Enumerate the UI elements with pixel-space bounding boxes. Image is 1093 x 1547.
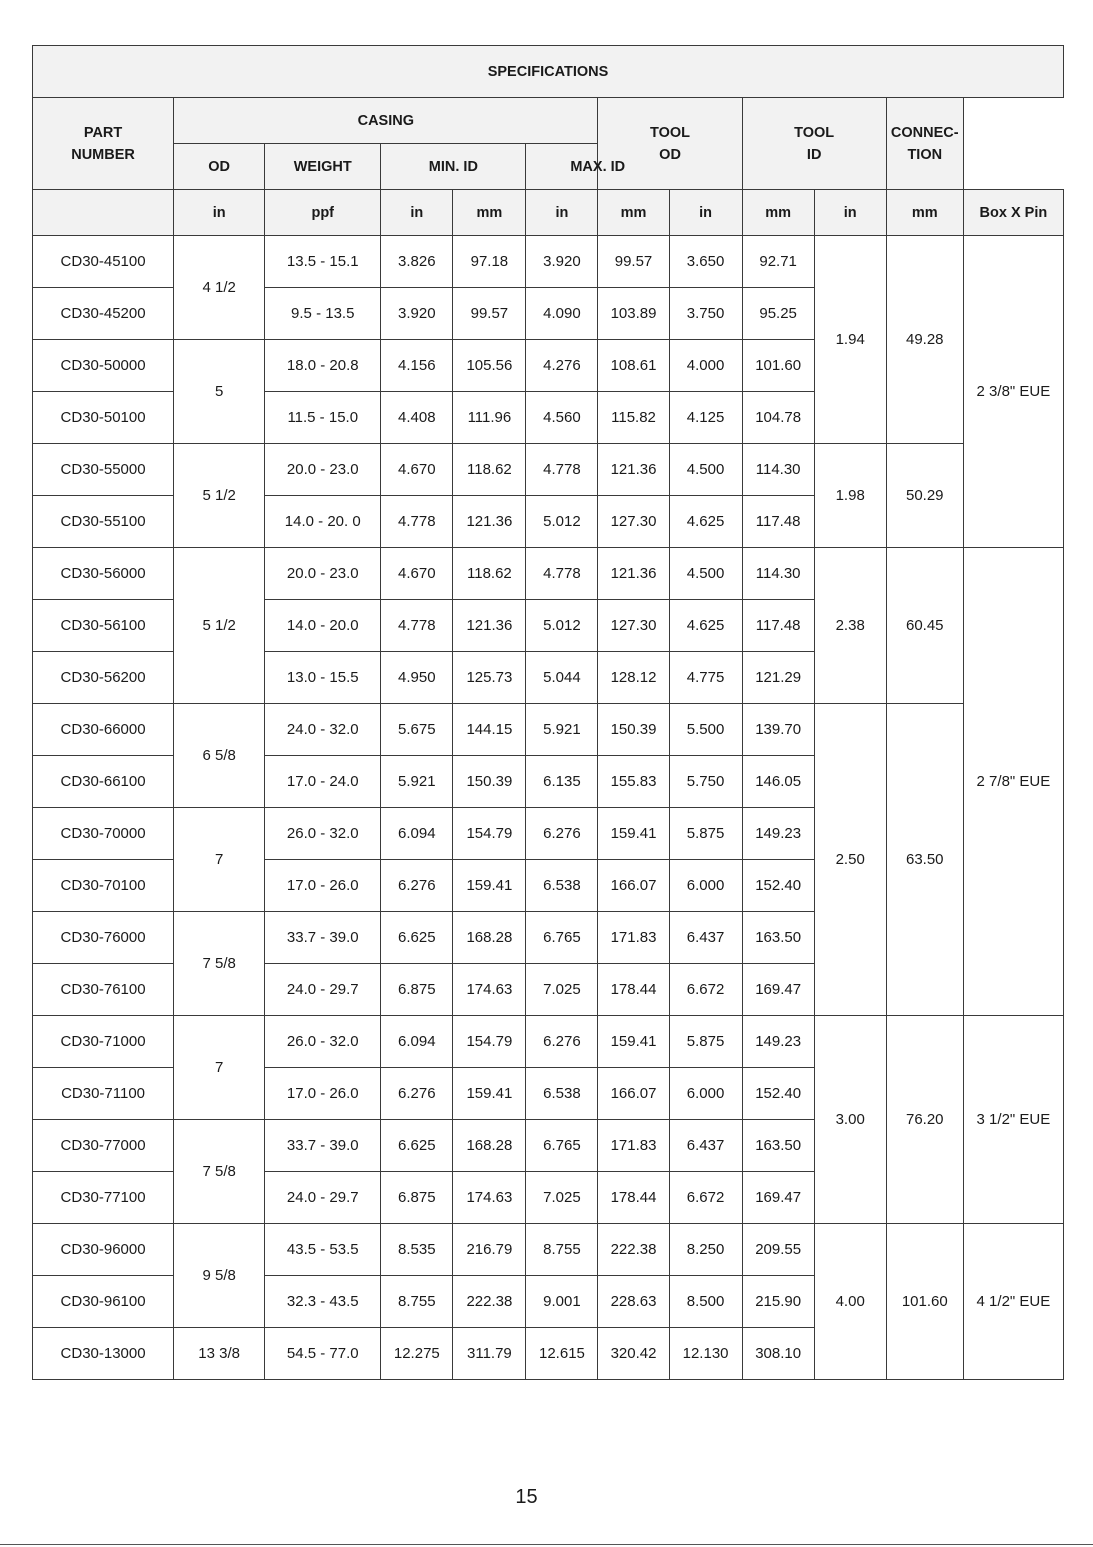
- min-in-cell: 4.778: [381, 600, 453, 652]
- table-row: [33, 1224, 1064, 1276]
- min-in-cell: 12.275: [381, 1328, 453, 1380]
- tod-mm-cell: 114.30: [742, 548, 814, 600]
- casing-od-cell: 9 5/8: [174, 1224, 265, 1328]
- max-mm-cell: 121.36: [598, 548, 669, 600]
- casing-od-cell: 7: [174, 808, 265, 912]
- tod-mm-cell: 92.71: [742, 236, 814, 288]
- max-mm-cell: 127.30: [598, 600, 669, 652]
- max-in-cell: 6.765: [526, 1120, 598, 1172]
- tod-in-cell: 6.437: [669, 1120, 742, 1172]
- footer-divider: [0, 1544, 1093, 1545]
- max-mm-cell: 178.44: [598, 1172, 669, 1224]
- part-number-cell: CD30-45100: [33, 236, 174, 288]
- weight-cell: 43.5 - 53.5: [265, 1224, 381, 1276]
- max-in-cell: 6.276: [526, 1016, 598, 1068]
- table-row: [33, 548, 1064, 600]
- tod-mm-cell: 104.78: [742, 392, 814, 444]
- min-in-cell: 3.920: [381, 288, 453, 340]
- max-mm-cell: 228.63: [598, 1276, 669, 1328]
- max-in-cell: 7.025: [526, 964, 598, 1016]
- min-mm-cell: 168.28: [453, 1120, 526, 1172]
- weight-cell: 17.0 - 26.0: [265, 860, 381, 912]
- min-in-cell: 4.408: [381, 392, 453, 444]
- table-title: SPECIFICATIONS: [33, 46, 1064, 98]
- min-in-cell: 4.950: [381, 652, 453, 704]
- max-in-cell: 4.560: [526, 392, 598, 444]
- unit-header: in: [814, 190, 886, 236]
- min-mm-cell: 154.79: [453, 808, 526, 860]
- tool-id-in-cell: 2.50: [814, 704, 886, 1016]
- weight-cell: 32.3 - 43.5: [265, 1276, 381, 1328]
- header-connection: CONNEC- TION: [886, 98, 963, 190]
- tod-in-cell: 6.437: [669, 912, 742, 964]
- min-mm-cell: 99.57: [453, 288, 526, 340]
- table-row: [33, 704, 1064, 756]
- weight-cell: 20.0 - 23.0: [265, 444, 381, 496]
- max-mm-cell: 150.39: [598, 704, 669, 756]
- max-mm-cell: 171.83: [598, 1120, 669, 1172]
- unit-header: ppf: [265, 190, 381, 236]
- tod-mm-cell: 152.40: [742, 1068, 814, 1120]
- part-number-cell: CD30-71000: [33, 1016, 174, 1068]
- unit-header: mm: [886, 190, 963, 236]
- part-number-cell: CD30-96000: [33, 1224, 174, 1276]
- weight-cell: 17.0 - 24.0: [265, 756, 381, 808]
- part-number-cell: CD30-96100: [33, 1276, 174, 1328]
- unit-header: mm: [453, 190, 526, 236]
- tod-mm-cell: 215.90: [742, 1276, 814, 1328]
- max-in-cell: 5.044: [526, 652, 598, 704]
- min-in-cell: 5.921: [381, 756, 453, 808]
- tod-in-cell: 4.775: [669, 652, 742, 704]
- min-in-cell: 6.276: [381, 1068, 453, 1120]
- min-mm-cell: 144.15: [453, 704, 526, 756]
- part-number-cell: CD30-45200: [33, 288, 174, 340]
- part-number-cell: CD30-55000: [33, 444, 174, 496]
- tod-in-cell: 5.750: [669, 756, 742, 808]
- tod-mm-cell: 139.70: [742, 704, 814, 756]
- tool-id-mm-cell: 50.29: [886, 444, 963, 548]
- min-mm-cell: 159.41: [453, 860, 526, 912]
- tod-mm-cell: 308.10: [742, 1328, 814, 1380]
- tool-id-in-cell: 4.00: [814, 1224, 886, 1380]
- part-number-unit-blank: [33, 190, 174, 236]
- min-in-cell: 8.755: [381, 1276, 453, 1328]
- tod-in-cell: 6.000: [669, 860, 742, 912]
- part-number-cell: CD30-50000: [33, 340, 174, 392]
- casing-od-cell: 7 5/8: [174, 1120, 265, 1224]
- tod-mm-cell: 169.47: [742, 1172, 814, 1224]
- tod-in-cell: 3.650: [669, 236, 742, 288]
- weight-cell: 24.0 - 29.7: [265, 964, 381, 1016]
- max-in-cell: 5.012: [526, 600, 598, 652]
- tod-mm-cell: 169.47: [742, 964, 814, 1016]
- max-mm-cell: 166.07: [598, 860, 669, 912]
- tod-in-cell: 3.750: [669, 288, 742, 340]
- weight-cell: 26.0 - 32.0: [265, 1016, 381, 1068]
- min-in-cell: 6.625: [381, 1120, 453, 1172]
- tool-id-mm-cell: 76.20: [886, 1016, 963, 1224]
- max-in-cell: 6.538: [526, 860, 598, 912]
- max-in-cell: 4.276: [526, 340, 598, 392]
- weight-cell: 33.7 - 39.0: [265, 912, 381, 964]
- unit-header: in: [381, 190, 453, 236]
- unit-header: in: [526, 190, 598, 236]
- page-number: 15: [515, 1486, 538, 1508]
- weight-cell: 18.0 - 20.8: [265, 340, 381, 392]
- max-in-cell: 6.135: [526, 756, 598, 808]
- unit-header: mm: [598, 190, 669, 236]
- tod-mm-cell: 209.55: [742, 1224, 814, 1276]
- part-number-cell: CD30-50100: [33, 392, 174, 444]
- min-mm-cell: 216.79: [453, 1224, 526, 1276]
- min-mm-cell: 154.79: [453, 1016, 526, 1068]
- weight-cell: 14.0 - 20. 0: [265, 496, 381, 548]
- min-mm-cell: 222.38: [453, 1276, 526, 1328]
- min-in-cell: 3.826: [381, 236, 453, 288]
- tod-mm-cell: 117.48: [742, 600, 814, 652]
- max-mm-cell: 320.42: [598, 1328, 669, 1380]
- weight-cell: 17.0 - 26.0: [265, 1068, 381, 1120]
- connection-cell: 4 1/2" EUE: [963, 1224, 1063, 1380]
- max-mm-cell: 127.30: [598, 496, 669, 548]
- part-number-cell: CD30-55100: [33, 496, 174, 548]
- table-row: [33, 236, 1064, 288]
- weight-cell: 14.0 - 20.0: [265, 600, 381, 652]
- min-in-cell: 5.675: [381, 704, 453, 756]
- tod-mm-cell: 149.23: [742, 1016, 814, 1068]
- tool-id-in-cell: 3.00: [814, 1016, 886, 1224]
- max-in-cell: 6.276: [526, 808, 598, 860]
- min-in-cell: 6.094: [381, 1016, 453, 1068]
- tool-id-mm-cell: 101.60: [886, 1224, 963, 1380]
- connection-cell: 2 3/8" EUE: [963, 236, 1063, 548]
- tod-mm-cell: 117.48: [742, 496, 814, 548]
- max-in-cell: 4.778: [526, 444, 598, 496]
- part-number-cell: CD30-71100: [33, 1068, 174, 1120]
- min-mm-cell: 121.36: [453, 600, 526, 652]
- max-in-cell: 5.012: [526, 496, 598, 548]
- max-mm-cell: 99.57: [598, 236, 669, 288]
- min-mm-cell: 311.79: [453, 1328, 526, 1380]
- max-mm-cell: 178.44: [598, 964, 669, 1016]
- part-number-cell: CD30-66100: [33, 756, 174, 808]
- header-casing: CASING: [174, 98, 598, 144]
- weight-cell: 24.0 - 32.0: [265, 704, 381, 756]
- min-mm-cell: 168.28: [453, 912, 526, 964]
- tod-in-cell: 4.000: [669, 340, 742, 392]
- table-row: [33, 1016, 1064, 1068]
- min-in-cell: 8.535: [381, 1224, 453, 1276]
- casing-od-cell: 7 5/8: [174, 912, 265, 1016]
- tod-in-cell: 4.500: [669, 444, 742, 496]
- casing-od-cell: 6 5/8: [174, 704, 265, 808]
- min-in-cell: 6.875: [381, 1172, 453, 1224]
- tod-in-cell: 5.500: [669, 704, 742, 756]
- casing-od-cell: 7: [174, 1016, 265, 1120]
- casing-od-cell: 4 1/2: [174, 236, 265, 340]
- part-number-cell: CD30-56000: [33, 548, 174, 600]
- max-mm-cell: 108.61: [598, 340, 669, 392]
- weight-cell: 54.5 - 77.0: [265, 1328, 381, 1380]
- max-in-cell: 9.001: [526, 1276, 598, 1328]
- min-in-cell: 4.778: [381, 496, 453, 548]
- unit-header: in: [174, 190, 265, 236]
- casing-od-cell: 5 1/2: [174, 444, 265, 548]
- tod-mm-cell: 114.30: [742, 444, 814, 496]
- tod-mm-cell: 163.50: [742, 912, 814, 964]
- header-part-number: PART NUMBER: [33, 98, 174, 190]
- weight-cell: 11.5 - 15.0: [265, 392, 381, 444]
- connection-cell: 3 1/2" EUE: [963, 1016, 1063, 1224]
- max-mm-cell: 103.89: [598, 288, 669, 340]
- tod-mm-cell: 152.40: [742, 860, 814, 912]
- min-mm-cell: 150.39: [453, 756, 526, 808]
- min-in-cell: 6.625: [381, 912, 453, 964]
- weight-cell: 33.7 - 39.0: [265, 1120, 381, 1172]
- tod-in-cell: 4.625: [669, 600, 742, 652]
- min-mm-cell: 174.63: [453, 964, 526, 1016]
- unit-header: in: [669, 190, 742, 236]
- tod-mm-cell: 149.23: [742, 808, 814, 860]
- header-max-id: MAX. ID: [526, 144, 669, 190]
- tod-in-cell: 8.500: [669, 1276, 742, 1328]
- connection-cell: 2 7/8" EUE: [963, 548, 1063, 1016]
- min-mm-cell: 105.56: [453, 340, 526, 392]
- specifications-table: [32, 45, 1064, 1380]
- part-number-cell: CD30-66000: [33, 704, 174, 756]
- tod-mm-cell: 163.50: [742, 1120, 814, 1172]
- part-number-cell: CD30-13000: [33, 1328, 174, 1380]
- part-number-cell: CD30-76100: [33, 964, 174, 1016]
- tod-in-cell: 4.625: [669, 496, 742, 548]
- min-in-cell: 4.670: [381, 444, 453, 496]
- header-min-id: MIN. ID: [381, 144, 526, 190]
- tool-id-mm-cell: 63.50: [886, 704, 963, 1016]
- weight-cell: 9.5 - 13.5: [265, 288, 381, 340]
- max-in-cell: 7.025: [526, 1172, 598, 1224]
- casing-od-cell: 13 3/8: [174, 1328, 265, 1380]
- max-mm-cell: 121.36: [598, 444, 669, 496]
- unit-row: [33, 190, 1064, 236]
- tod-mm-cell: 101.60: [742, 340, 814, 392]
- min-mm-cell: 118.62: [453, 444, 526, 496]
- table-body: [33, 236, 1064, 1380]
- part-number-cell: CD30-77000: [33, 1120, 174, 1172]
- header-tool-od: TOOL OD: [598, 98, 742, 190]
- min-in-cell: 6.875: [381, 964, 453, 1016]
- min-mm-cell: 174.63: [453, 1172, 526, 1224]
- unit-header: Box X Pin: [963, 190, 1063, 236]
- weight-cell: 24.0 - 29.7: [265, 1172, 381, 1224]
- part-number-cell: CD30-77100: [33, 1172, 174, 1224]
- tod-in-cell: 6.672: [669, 964, 742, 1016]
- min-in-cell: 6.094: [381, 808, 453, 860]
- tod-in-cell: 4.500: [669, 548, 742, 600]
- max-mm-cell: 222.38: [598, 1224, 669, 1276]
- tod-mm-cell: 146.05: [742, 756, 814, 808]
- tod-in-cell: 4.125: [669, 392, 742, 444]
- tod-mm-cell: 121.29: [742, 652, 814, 704]
- casing-od-cell: 5: [174, 340, 265, 444]
- part-number-cell: CD30-56100: [33, 600, 174, 652]
- max-mm-cell: 159.41: [598, 1016, 669, 1068]
- weight-cell: 20.0 - 23.0: [265, 548, 381, 600]
- max-in-cell: 5.921: [526, 704, 598, 756]
- max-in-cell: 4.090: [526, 288, 598, 340]
- tod-in-cell: 5.875: [669, 808, 742, 860]
- weight-cell: 13.5 - 15.1: [265, 236, 381, 288]
- max-in-cell: 12.615: [526, 1328, 598, 1380]
- tod-in-cell: 6.000: [669, 1068, 742, 1120]
- max-mm-cell: 115.82: [598, 392, 669, 444]
- tool-id-mm-cell: 49.28: [886, 236, 963, 444]
- tool-id-mm-cell: 60.45: [886, 548, 963, 704]
- max-in-cell: 6.765: [526, 912, 598, 964]
- min-mm-cell: 159.41: [453, 1068, 526, 1120]
- min-mm-cell: 121.36: [453, 496, 526, 548]
- part-number-cell: CD30-70100: [33, 860, 174, 912]
- tod-in-cell: 5.875: [669, 1016, 742, 1068]
- min-in-cell: 4.156: [381, 340, 453, 392]
- table-row: [33, 444, 1064, 496]
- min-mm-cell: 118.62: [453, 548, 526, 600]
- max-in-cell: 4.778: [526, 548, 598, 600]
- max-in-cell: 8.755: [526, 1224, 598, 1276]
- max-mm-cell: 171.83: [598, 912, 669, 964]
- header-weight: WEIGHT: [265, 144, 381, 190]
- tool-id-in-cell: 1.94: [814, 236, 886, 444]
- casing-od-cell: 5 1/2: [174, 548, 265, 704]
- part-number-cell: CD30-70000: [33, 808, 174, 860]
- max-mm-cell: 166.07: [598, 1068, 669, 1120]
- weight-cell: 13.0 - 15.5: [265, 652, 381, 704]
- max-in-cell: 6.538: [526, 1068, 598, 1120]
- min-mm-cell: 125.73: [453, 652, 526, 704]
- max-mm-cell: 155.83: [598, 756, 669, 808]
- part-number-cell: CD30-76000: [33, 912, 174, 964]
- max-mm-cell: 128.12: [598, 652, 669, 704]
- min-mm-cell: 97.18: [453, 236, 526, 288]
- tool-id-in-cell: 1.98: [814, 444, 886, 548]
- min-in-cell: 6.276: [381, 860, 453, 912]
- unit-header: mm: [742, 190, 814, 236]
- tod-in-cell: 6.672: [669, 1172, 742, 1224]
- tool-id-in-cell: 2.38: [814, 548, 886, 704]
- weight-cell: 26.0 - 32.0: [265, 808, 381, 860]
- part-number-cell: CD30-56200: [33, 652, 174, 704]
- tod-mm-cell: 95.25: [742, 288, 814, 340]
- tod-in-cell: 8.250: [669, 1224, 742, 1276]
- min-mm-cell: 111.96: [453, 392, 526, 444]
- min-in-cell: 4.670: [381, 548, 453, 600]
- max-in-cell: 3.920: [526, 236, 598, 288]
- tod-in-cell: 12.130: [669, 1328, 742, 1380]
- header-od: OD: [174, 144, 265, 190]
- header-tool-id: TOOL ID: [742, 98, 886, 190]
- max-mm-cell: 159.41: [598, 808, 669, 860]
